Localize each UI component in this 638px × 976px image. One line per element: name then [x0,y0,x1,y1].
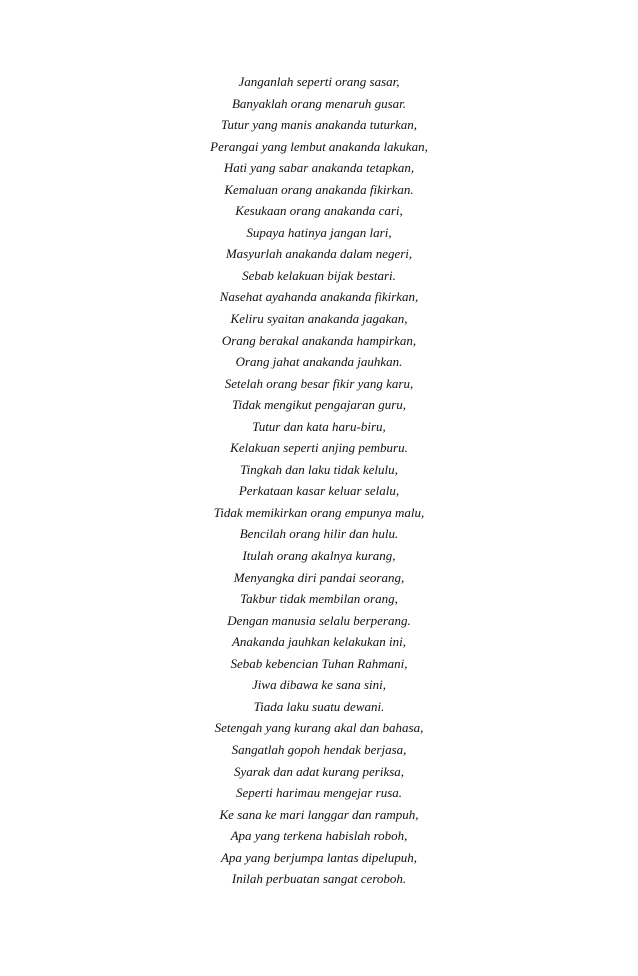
poem-line: Kesukaan orang anakanda cari, [235,203,403,219]
poem-line: Sebab kebencian Tuhan Rahmani, [230,655,408,671]
poem-line: Perangai yang lembut anakanda lakukan, [210,138,428,154]
poem-line: Tidak memikirkan orang empunya malu, [213,504,425,520]
poem-line: Kemaluan orang anakanda fikirkan. [224,181,414,197]
poem-line: Sebab kelakuan bijak bestari. [242,267,396,283]
poem-line: Tiada laku suatu dewani. [253,698,385,714]
poem-line: Orang jahat anakanda jauhkan. [235,354,403,370]
poem-line: Jiwa dibawa ke sana sini, [252,677,386,693]
poem-line: Apa yang berjumpa lantas dipelupuh, [220,849,418,865]
poem-line: Orang berakal anakanda hampirkan, [221,332,417,348]
poem-body [0,71,638,890]
poem-line: Masyurlah anakanda dalam negeri, [225,246,413,262]
poem-line: Seperti harimau mengejar rusa. [235,785,403,801]
poem-line: Bencilah orang hilir dan hulu. [239,526,399,542]
poem-line: Banyaklah orang menaruh gusar. [231,95,407,111]
poem-line: Itulah orang akalnya kurang, [242,548,396,564]
poem-line: Tutur dan kata haru-biru, [252,418,386,434]
poem-line: Syarak dan adat kurang periksa, [233,763,405,779]
poem-line: Anakanda jauhkan kelakukan ini, [231,634,406,650]
poem-line: Keliru syaitan anakanda jagakan, [230,311,408,327]
poem-line: Perkataan kasar keluar selalu, [238,483,400,499]
poem-line: Janganlah seperti orang sasar, [238,74,400,89]
poem-line: Sangatlah gopoh hendak berjasa, [231,741,407,757]
poem-line: Supaya hatinya jangan lari, [246,224,392,240]
poem-line: Ke sana ke mari langgar dan rampuh, [219,806,419,822]
poem-line: Kelakuan seperti anjing pemburu. [230,440,408,456]
poem-line: Setelah orang besar fikir yang karu, [224,375,414,391]
poem-line: Hati yang sabar anakanda tetapkan, [223,160,415,176]
poem-line: Nasehat ayahanda anakanda fikirkan, [219,289,419,305]
poem-line: Setengah yang kurang akal dan bahasa, [214,720,424,736]
poem-line: Tutur yang manis anakanda tuturkan, [220,117,418,133]
poem-line: Apa yang terkena habislah roboh, [230,828,408,844]
poem-line: Takbur tidak membilan orang, [240,591,398,607]
poem-line: Inilah perbuatan sangat ceroboh. [231,871,407,887]
poem-line: Tidak mengikut pengajaran guru, [231,397,407,413]
poem-line: Menyangka diri pandai seorang, [233,569,405,585]
poem-line: Tingkah dan laku tidak kelulu, [240,461,398,477]
poem-line: Dengan manusia selalu berperang. [227,612,411,628]
